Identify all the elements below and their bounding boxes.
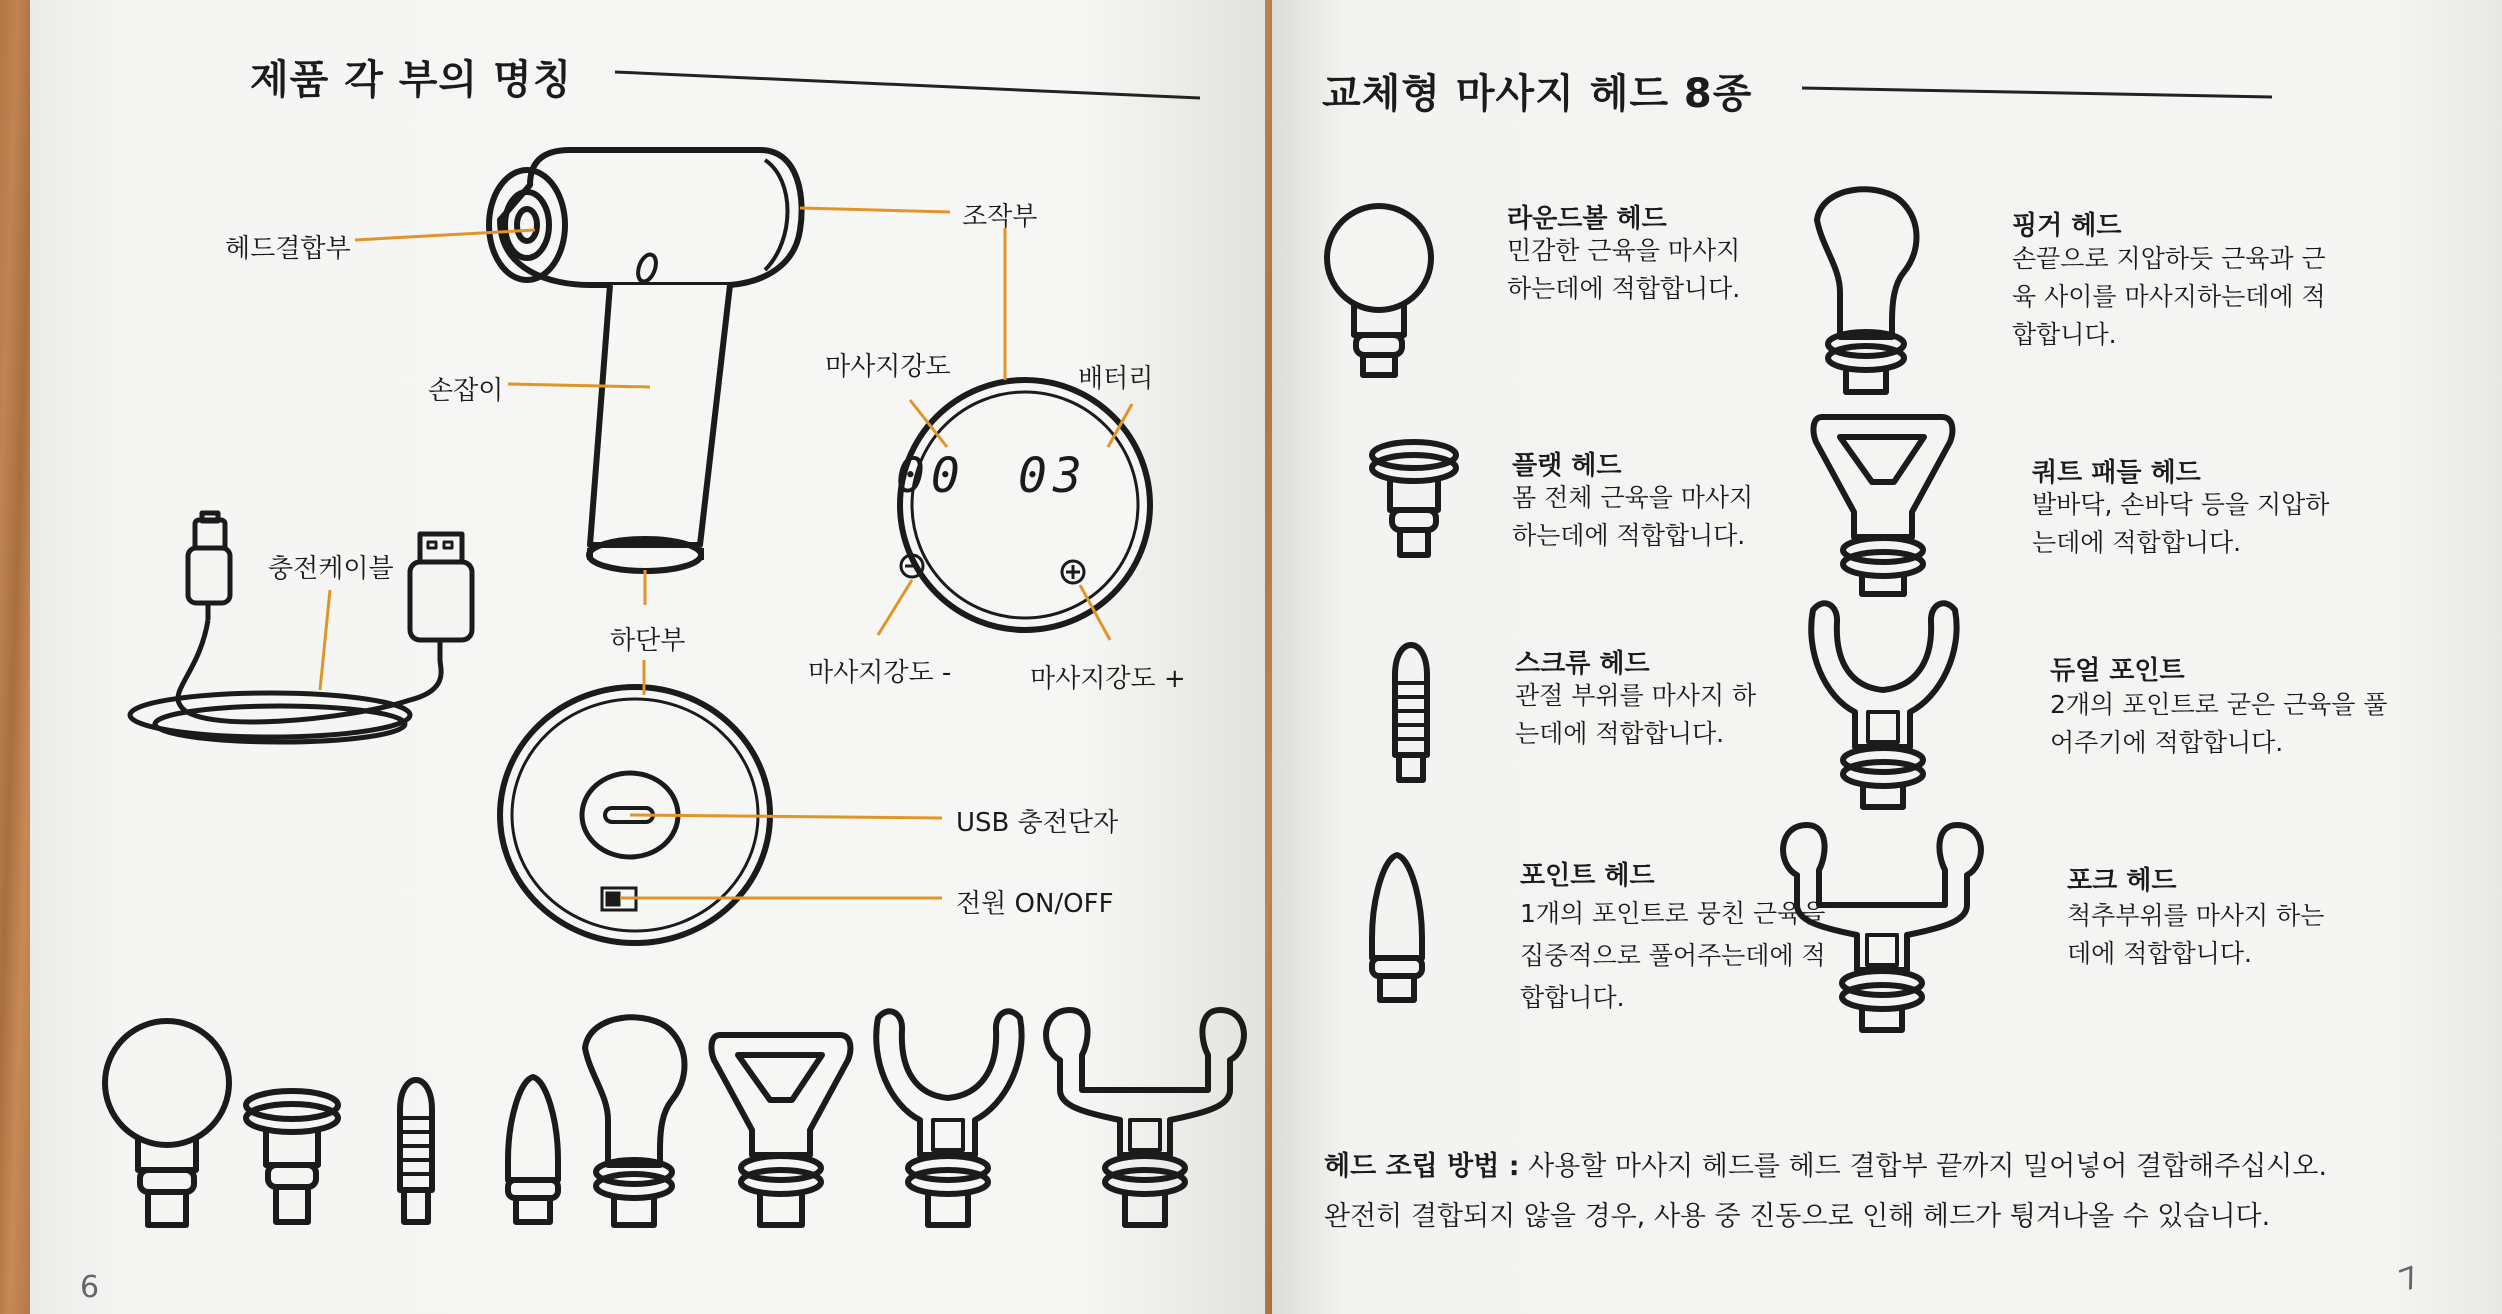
head-name-fork: 포크 헤드 xyxy=(2067,866,2177,896)
head-name-flat: 플랫 헤드 xyxy=(1512,451,1622,481)
head-desc-dual-point: 2개의 포인트로 굳은 근육을 풀어주기에 적합합니다. xyxy=(2050,690,2388,757)
label-handle: 손잡이 xyxy=(428,376,504,406)
left-page-title: 제품 각 부의 명칭 xyxy=(250,57,573,103)
display-battery-value: 03 xyxy=(1018,448,1088,504)
fork-head-icon xyxy=(1046,1010,1244,1225)
quad-paddle-head-icon xyxy=(1814,417,1953,594)
label-power-switch: 전원 ON/OFF xyxy=(956,889,1114,919)
right-page-drawings xyxy=(1272,0,2502,1314)
label-bottom: 하단부 xyxy=(610,626,686,656)
left-page-drawings xyxy=(30,0,1265,1314)
head-desc-finger: 손끝으로 지압하듯 근육과 근육 사이를 마사지하는데에 적합합니다. xyxy=(2012,244,2326,349)
control-panel-illustration xyxy=(900,380,1150,630)
assembly-note-line2: 완전히 결합되지 않을 경우, 사용 중 진동으로 인해 헤드가 튕겨나올 수 있습니다. xyxy=(1324,1201,2271,1232)
screw-head-icon xyxy=(400,1080,432,1222)
right-page xyxy=(1272,0,2502,1314)
display-intensity-value: 00 xyxy=(896,448,966,504)
head-desc-quad-paddle: 발바닥, 손바닥 등을 지압하는데에 적합합니다. xyxy=(2032,490,2330,557)
finger-head-icon xyxy=(585,1017,685,1225)
head-desc-screw: 관절 부위를 마사지 하는데에 적합합니다. xyxy=(1515,681,1757,748)
label-intensity-plus: 마사지강도 + xyxy=(1030,664,1186,694)
label-usb-port: USB 충전단자 xyxy=(956,808,1119,838)
dual-point-head-icon xyxy=(1811,603,1956,807)
massage-gun-illustration xyxy=(489,150,802,571)
assembly-note-label: 헤드 조립 방법 : xyxy=(1324,1151,1520,1182)
label-battery: 배터리 xyxy=(1078,364,1154,394)
head-name-quad-paddle: 쿼트 패들 헤드 xyxy=(2032,458,2201,488)
round-ball-head-icon xyxy=(1327,206,1431,375)
head-desc-point: 1개의 포인트로 뭉친 근육을 집중적으로 풀어주는데에 적합합니다. xyxy=(1520,899,1826,1012)
head-desc-flat: 몸 전체 근육을 마사지 하는데에 적합합니다. xyxy=(1512,483,1754,550)
page-number-left: 6 xyxy=(80,1270,100,1305)
head-name-round-ball: 라운드볼 헤드 xyxy=(1507,204,1667,234)
assembly-note-text1: 사용할 마사지 헤드를 헤드 결합부 끝까지 밀어넣어 결합해주십시오. xyxy=(1528,1151,2328,1182)
label-head-joint: 헤드결합부 xyxy=(225,234,351,264)
label-cable: 충전케이블 xyxy=(268,554,394,584)
flat-head-icon xyxy=(1372,442,1456,555)
head-name-finger: 핑거 헤드 xyxy=(2012,211,2122,241)
screw-head-icon xyxy=(1395,645,1427,780)
head-name-screw: 스크류 헤드 xyxy=(1515,649,1650,679)
head-desc-round-ball: 민감한 근육을 마사지 하는데에 적합합니다. xyxy=(1507,236,1741,303)
right-page-title: 교체형 마사지 헤드 8종 xyxy=(1322,71,1753,117)
head-name-point: 포인트 헤드 xyxy=(1520,861,1655,891)
page-number-right: 7 xyxy=(2394,1259,2425,1300)
point-head-icon xyxy=(508,1077,558,1222)
label-intensity-minus: 마사지강도 - xyxy=(808,658,952,688)
label-control: 조작부 xyxy=(962,202,1038,232)
head-desc-fork: 척추부위를 마사지 하는데에 적합합니다. xyxy=(2067,901,2325,968)
flat-head-icon xyxy=(246,1091,338,1222)
point-head-icon xyxy=(1372,855,1422,1000)
label-intensity: 마사지강도 xyxy=(825,352,951,382)
dual-point-head-icon xyxy=(876,1011,1021,1225)
finger-head-icon xyxy=(1817,189,1917,392)
head-row-illustration xyxy=(105,1010,1244,1225)
head-name-dual-point: 듀얼 포인트 xyxy=(2050,656,2185,686)
round-ball-head-icon xyxy=(105,1021,229,1225)
assembly-note-line1 xyxy=(1324,1142,2327,1192)
left-page xyxy=(30,0,1265,1314)
quad-paddle-head-icon xyxy=(712,1035,851,1225)
